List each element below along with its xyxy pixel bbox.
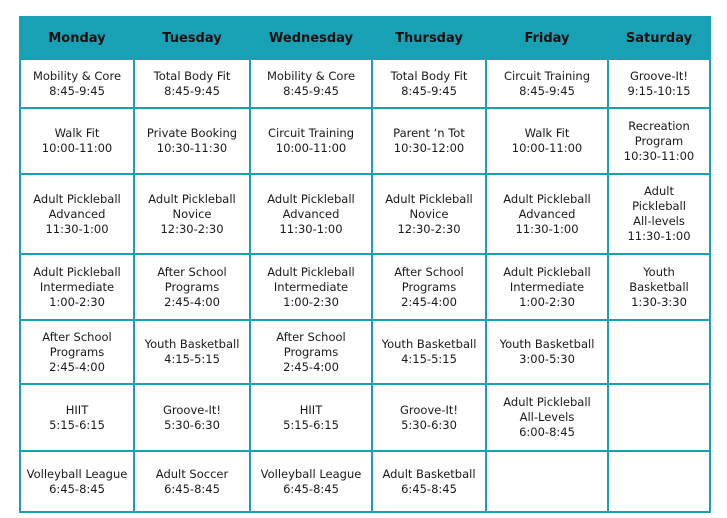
class-cell-tuesday bbox=[134, 174, 250, 254]
class-text-line: 11:30-1:00 bbox=[45, 221, 109, 236]
class-text-line: Pickleball bbox=[632, 199, 686, 213]
class-text-line: 2:45-4:00 bbox=[164, 294, 220, 309]
class-text-line: Adult Pickleball bbox=[33, 191, 121, 206]
class-cell-thursday bbox=[372, 320, 486, 384]
time-slot-row bbox=[20, 320, 710, 384]
class-text-line: Adult Pickleball bbox=[385, 191, 473, 206]
class-text-line: 8:45-9:45 bbox=[49, 83, 105, 98]
class-text-line: 1:30-3:30 bbox=[631, 294, 687, 309]
class-cell-monday bbox=[20, 384, 134, 451]
class-text-line: 12:30-2:30 bbox=[160, 221, 224, 236]
class-text-line: Adult Pickleball bbox=[503, 395, 591, 409]
time-slot-row bbox=[20, 254, 710, 320]
class-text-line: Novice bbox=[409, 206, 449, 221]
class-text-line: Programs bbox=[164, 279, 220, 294]
time-slot-row bbox=[20, 174, 710, 254]
class-cell-thursday bbox=[372, 174, 486, 254]
class-cell-wednesday bbox=[250, 451, 372, 512]
class-text-line: 8:45-9:45 bbox=[164, 83, 220, 98]
class-text-line: 8:45-9:45 bbox=[283, 83, 339, 98]
class-text-line: All-levels bbox=[633, 214, 685, 228]
class-text-line: 1:00-2:30 bbox=[283, 294, 339, 309]
class-cell-saturday bbox=[608, 254, 710, 320]
class-cell-tuesday bbox=[134, 320, 250, 384]
class-text-line: 9:15-10:15 bbox=[627, 83, 691, 98]
class-text-line: Programs bbox=[401, 279, 457, 294]
class-cell-friday bbox=[486, 320, 608, 384]
class-cell-tuesday bbox=[134, 59, 250, 108]
class-cell-tuesday bbox=[134, 384, 250, 451]
class-text-line: Advanced bbox=[282, 206, 340, 221]
class-cell-saturday bbox=[608, 108, 710, 174]
class-cell-wednesday bbox=[250, 384, 372, 451]
class-text-line: 6:00-8:45 bbox=[519, 425, 575, 439]
class-text-line: 6:45-8:45 bbox=[164, 481, 220, 496]
class-cell-saturday bbox=[608, 174, 710, 254]
class-text-line: Youth bbox=[643, 264, 675, 279]
class-cell-saturday bbox=[608, 59, 710, 108]
class-text-line: Youth Basketball bbox=[381, 337, 477, 351]
class-text-line: After School bbox=[42, 329, 112, 344]
class-text-line: 5:15-6:15 bbox=[283, 417, 339, 432]
class-text-line: After School bbox=[394, 264, 464, 279]
class-text-line: Volleyball League bbox=[260, 466, 362, 481]
class-text-line: Total Body Fit bbox=[390, 68, 468, 83]
day-header-monday: Monday bbox=[20, 17, 134, 59]
class-cell-friday bbox=[486, 108, 608, 174]
day-header-wednesday: Wednesday bbox=[250, 17, 372, 59]
class-cell-friday bbox=[486, 384, 608, 451]
class-text-line: 1:00-2:30 bbox=[49, 294, 105, 309]
class-text-line: Basketball bbox=[629, 279, 689, 294]
class-text-line: 2:45-4:00 bbox=[401, 294, 457, 309]
class-text-line: 5:30-6:30 bbox=[164, 417, 220, 432]
class-text-line: Mobility & Core bbox=[32, 68, 122, 83]
class-text-line: Youth Basketball bbox=[499, 337, 595, 351]
class-text-line: Intermediate bbox=[509, 279, 585, 294]
class-text-line: Walk Fit bbox=[54, 126, 100, 140]
class-cell-wednesday bbox=[250, 254, 372, 320]
class-cell-thursday bbox=[372, 254, 486, 320]
class-text-line: Novice bbox=[172, 206, 212, 221]
class-text-line: Adult bbox=[644, 184, 674, 198]
day-header-thursday: Thursday bbox=[372, 17, 486, 59]
class-text-line: Groove-It! bbox=[163, 402, 221, 417]
class-cell-monday bbox=[20, 59, 134, 108]
empty-cell-friday bbox=[486, 451, 608, 512]
class-text-line: 10:00-11:00 bbox=[275, 141, 347, 155]
class-text-line: 5:30-6:30 bbox=[401, 417, 457, 432]
class-cell-tuesday bbox=[134, 254, 250, 320]
class-cell-friday bbox=[486, 174, 608, 254]
time-slot-row bbox=[20, 59, 710, 108]
day-header-saturday: Saturday bbox=[608, 17, 710, 59]
class-text-line: 10:00-11:00 bbox=[41, 141, 113, 155]
class-text-line: Circuit Training bbox=[267, 126, 355, 140]
class-text-line: 10:00-11:00 bbox=[511, 141, 583, 155]
class-text-line: 2:45-4:00 bbox=[283, 359, 339, 374]
class-cell-monday bbox=[20, 451, 134, 512]
class-cell-monday bbox=[20, 108, 134, 174]
class-text-line: Adult Pickleball bbox=[267, 264, 355, 279]
class-text-line: Groove-It! bbox=[630, 68, 688, 83]
class-text-line: Mobility & Core bbox=[266, 68, 356, 83]
class-text-line: Programs bbox=[283, 344, 339, 359]
class-text-line: 10:30-11:30 bbox=[156, 141, 228, 155]
class-text-line: After School bbox=[276, 329, 346, 344]
class-text-line: 12:30-2:30 bbox=[397, 221, 461, 236]
day-header-tuesday: Tuesday bbox=[134, 17, 250, 59]
class-text-line: Adult Pickleball bbox=[503, 264, 591, 279]
class-text-line: 1:00-2:30 bbox=[519, 294, 575, 309]
class-text-line: All-Levels bbox=[519, 410, 575, 424]
class-text-line: HIIT bbox=[299, 402, 323, 417]
class-text-line: 3:00-5:30 bbox=[519, 352, 575, 366]
class-cell-monday bbox=[20, 174, 134, 254]
class-text-line: Advanced bbox=[48, 206, 106, 221]
empty-cell-saturday bbox=[608, 320, 710, 384]
class-text-line: Adult Pickleball bbox=[267, 191, 355, 206]
empty-cell-saturday bbox=[608, 451, 710, 512]
class-text-line: Adult Soccer bbox=[155, 466, 229, 481]
class-text-line: 11:30-1:00 bbox=[515, 221, 579, 236]
day-header-row bbox=[20, 17, 710, 59]
class-text-line: 6:45-8:45 bbox=[283, 481, 339, 496]
class-text-line: Intermediate bbox=[39, 279, 115, 294]
class-cell-thursday bbox=[372, 451, 486, 512]
class-cell-wednesday bbox=[250, 59, 372, 108]
class-text-line: 10:30-11:00 bbox=[623, 148, 695, 163]
class-text-line: Groove-It! bbox=[400, 402, 458, 417]
class-cell-tuesday bbox=[134, 451, 250, 512]
class-text-line: Program bbox=[634, 133, 684, 148]
class-cell-friday bbox=[486, 254, 608, 320]
class-text-line: Walk Fit bbox=[524, 126, 570, 140]
class-text-line: 5:15-6:15 bbox=[49, 417, 105, 432]
day-header-friday: Friday bbox=[486, 17, 608, 59]
weekly-schedule-table bbox=[19, 16, 711, 513]
class-text-line: 2:45-4:00 bbox=[49, 359, 105, 374]
class-text-line: Adult Pickleball bbox=[148, 191, 236, 206]
class-text-line: 6:45-8:45 bbox=[49, 481, 105, 496]
class-cell-thursday bbox=[372, 59, 486, 108]
class-text-line: Programs bbox=[49, 344, 105, 359]
class-text-line: Volleyball League bbox=[26, 466, 128, 481]
time-slot-row bbox=[20, 384, 710, 451]
class-text-line: Adult Pickleball bbox=[33, 264, 121, 279]
class-text-line: Total Body Fit bbox=[153, 68, 231, 83]
class-text-line: 11:30-1:00 bbox=[279, 221, 343, 236]
class-text-line: Private Booking bbox=[146, 126, 238, 140]
time-slot-row bbox=[20, 108, 710, 174]
class-text-line: 8:45-9:45 bbox=[519, 83, 575, 98]
class-cell-wednesday bbox=[250, 320, 372, 384]
class-text-line: 6:45-8:45 bbox=[401, 481, 457, 496]
class-cell-wednesday bbox=[250, 174, 372, 254]
class-text-line: Recreation bbox=[628, 118, 690, 133]
class-cell-tuesday bbox=[134, 108, 250, 174]
schedule-body bbox=[20, 59, 710, 512]
class-text-line: After School bbox=[157, 264, 227, 279]
class-text-line: 8:45-9:45 bbox=[401, 83, 457, 98]
class-cell-wednesday bbox=[250, 108, 372, 174]
class-cell-monday bbox=[20, 320, 134, 384]
empty-cell-saturday bbox=[608, 384, 710, 451]
class-text-line: Adult Pickleball bbox=[503, 191, 591, 206]
class-cell-monday bbox=[20, 254, 134, 320]
class-text-line: Circuit Training bbox=[503, 68, 591, 83]
class-text-line: 4:15-5:15 bbox=[164, 352, 220, 366]
time-slot-row bbox=[20, 451, 710, 512]
class-cell-thursday bbox=[372, 384, 486, 451]
class-text-line: Advanced bbox=[518, 206, 576, 221]
class-text-line: Intermediate bbox=[273, 279, 349, 294]
class-text-line: Parent ‘n Tot bbox=[393, 126, 465, 140]
class-text-line: Youth Basketball bbox=[144, 337, 240, 351]
class-text-line: 10:30-12:00 bbox=[393, 141, 465, 155]
class-cell-friday bbox=[486, 59, 608, 108]
class-text-line: 11:30-1:00 bbox=[627, 229, 691, 243]
class-cell-thursday bbox=[372, 108, 486, 174]
class-text-line: HIIT bbox=[65, 402, 89, 417]
class-text-line: 4:15-5:15 bbox=[401, 352, 457, 366]
class-text-line: Adult Basketball bbox=[382, 466, 476, 481]
